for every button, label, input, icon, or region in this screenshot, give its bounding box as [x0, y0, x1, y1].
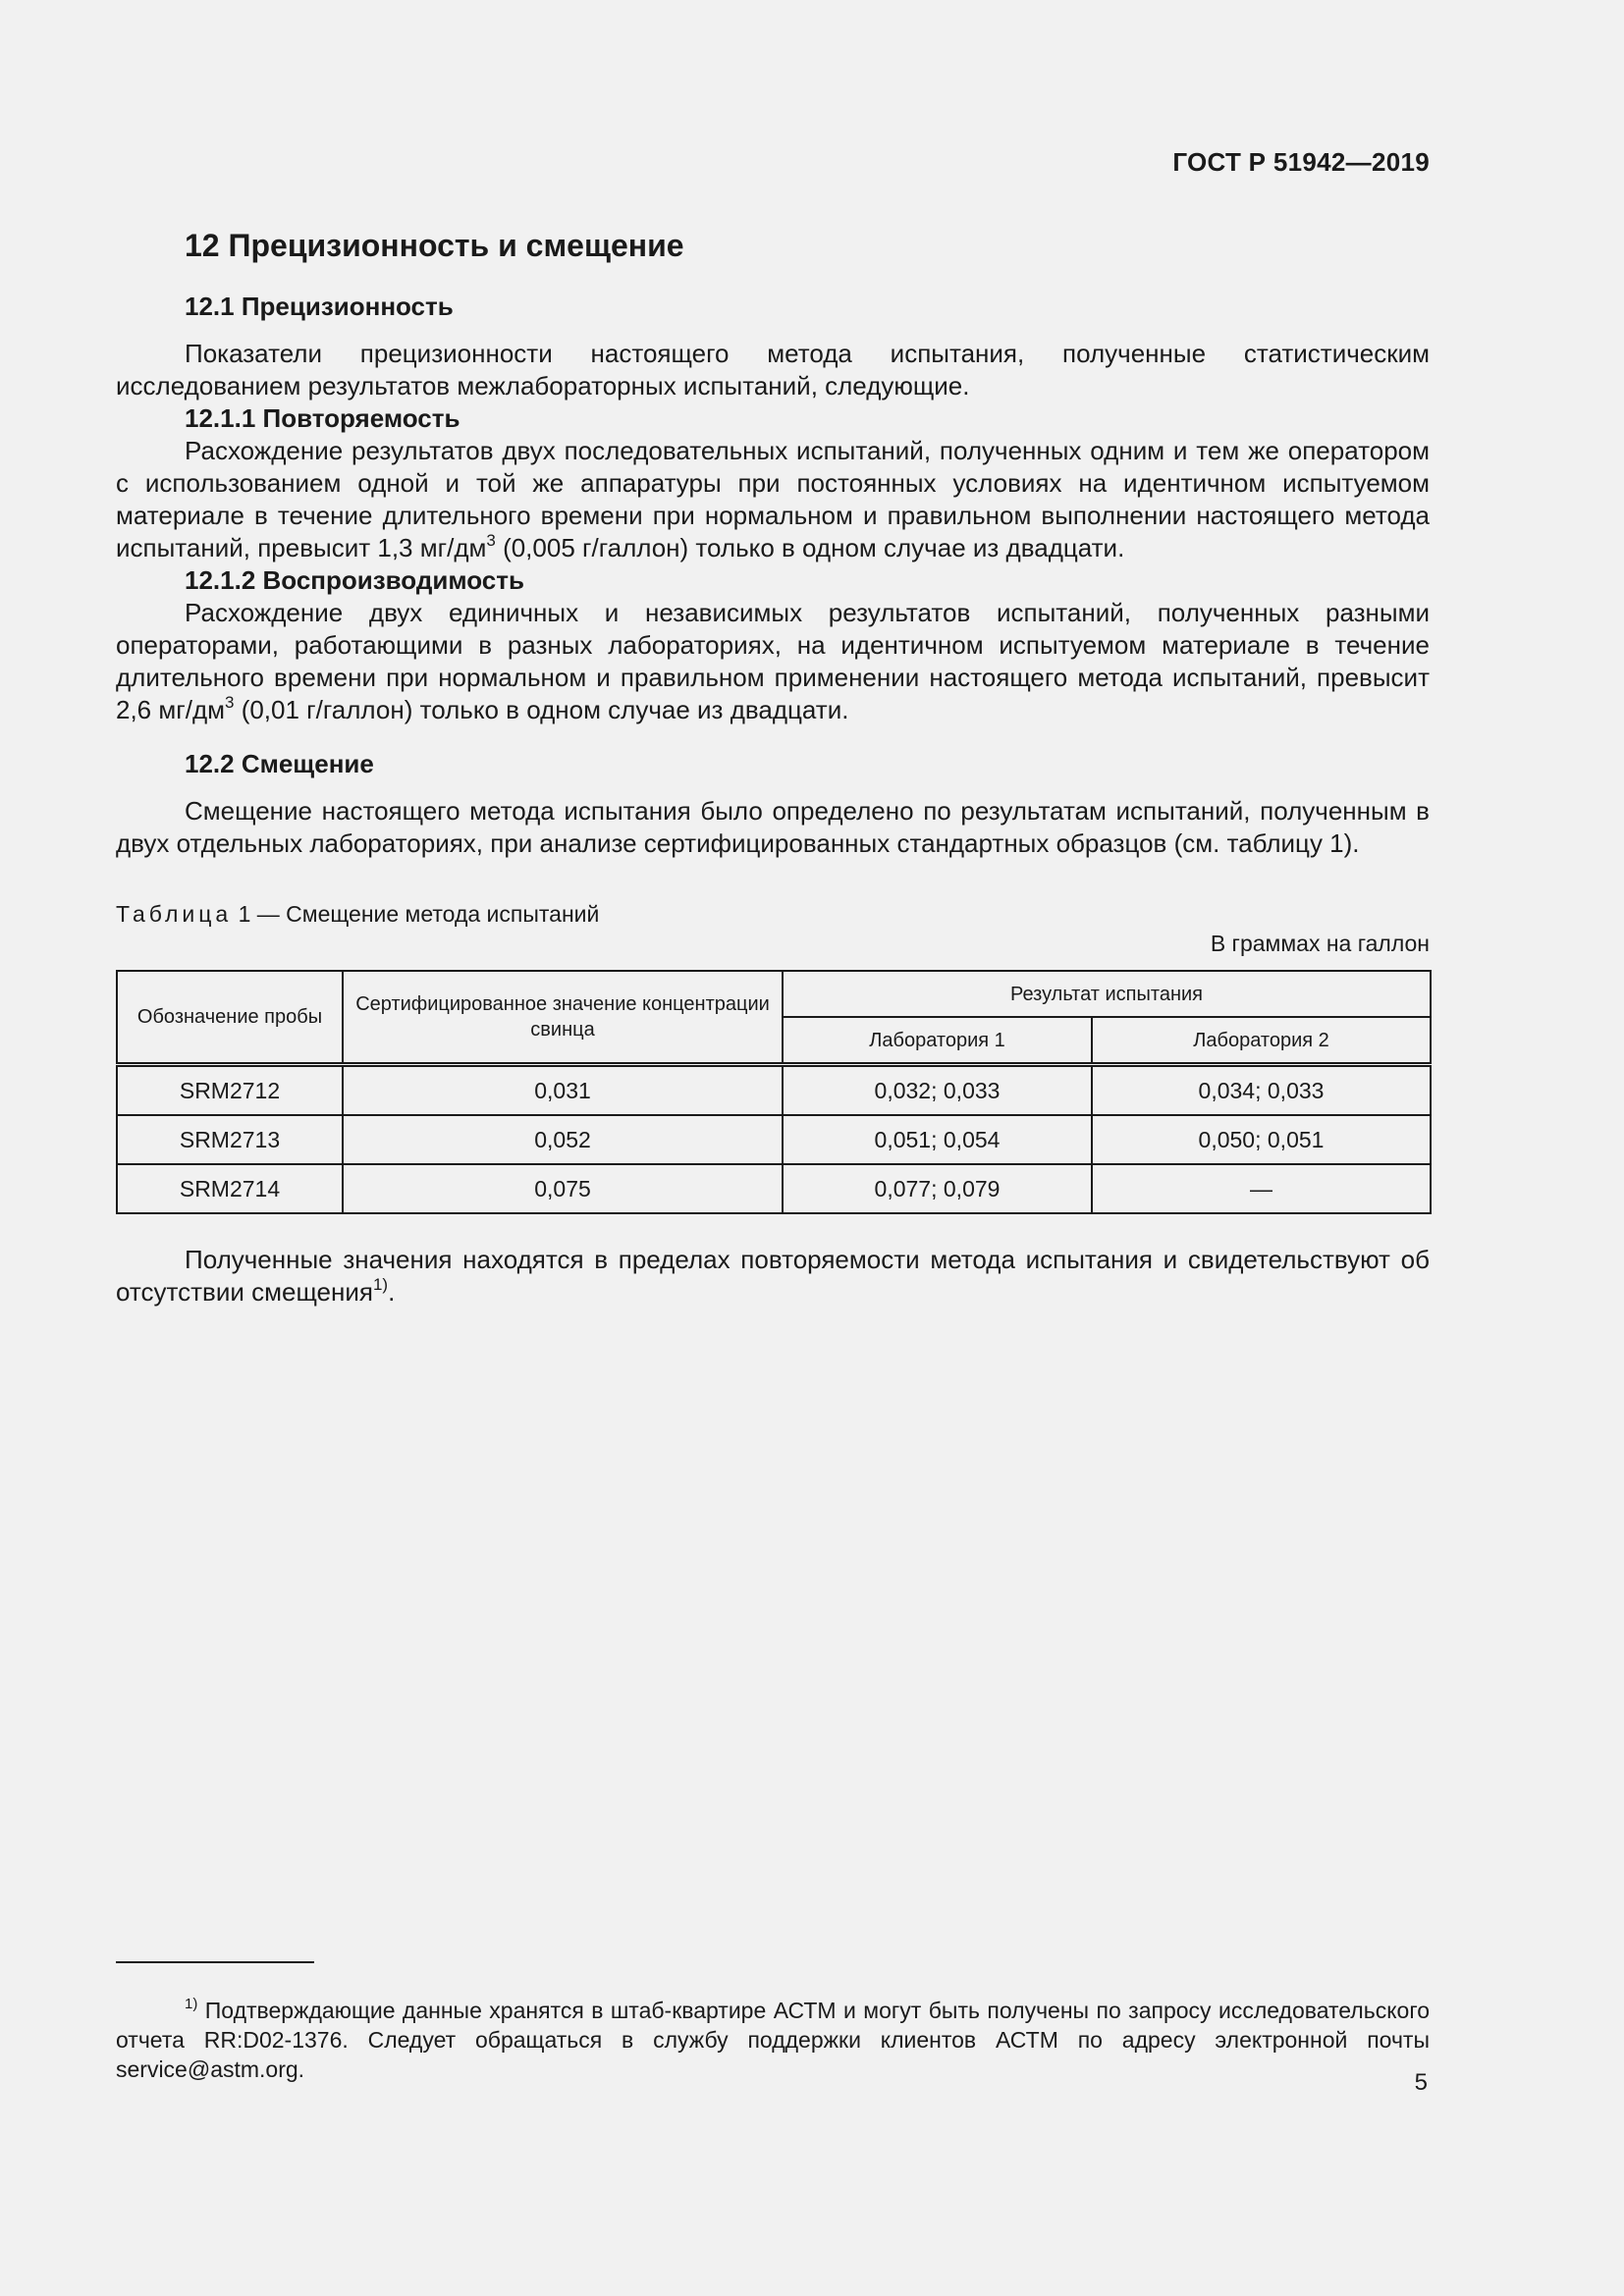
repeatability-paragraph: Расхождение результатов двух последовательных испытаний, полученных одним и тем же оператором с использованием одной и той же аппаратуры при постоянных условиях на идентичном испытуемом материале в течение длительного времени при нормальном и правильном выполнении настоящего метода испытаний, превысит 1,3 $мг/дм^3$ (0,005 г/галлон) только в одном случае из двадцати. [116, 436, 1430, 562]
bias-table [116, 970, 1432, 1214]
section-12-title: 12 Прецизионность и смещение [185, 228, 684, 263]
header-certified: Сертифицированное значение концентрации свинца [343, 971, 783, 1065]
reproducibility-paragraph: Расхождение двух единичных и независимых результатов испытаний, полученных разными операторами, работающими в разных лабораториях, на идентичном испытуемом материале в течение длительного времени при нормальном и правильном применении настоящего метода испытаний, превысит 2,6 $мг/дм^3$ (0,01 г/галлон) только в одном случае из двадцати. [116, 598, 1430, 724]
table-row [117, 1115, 1431, 1164]
footnote-divider [116, 1961, 314, 1963]
cell-lab1: 0,032; 0,033 [783, 1065, 1092, 1116]
cell-lab2: 0,034; 0,033 [1092, 1065, 1431, 1116]
bias-paragraph: Смещение настоящего метода испытания было определено по результатам испытаний, полученным в двух отдельных лабораториях, при анализе сертифицированных стандартных образцов (см. таблицу 1). [116, 796, 1430, 858]
cell-lab2: 0,050; 0,051 [1092, 1115, 1431, 1164]
document-code: ГОСТ Р 51942—2019 [1172, 147, 1430, 177]
header-result: Результат испытания [783, 971, 1431, 1017]
main-content [116, 222, 1430, 1308]
conclusion-paragraph: Полученные значения находятся в пределах повторяемости метода испытания и свидетельствуют об отсутствии смещения$^{1)}$. [116, 1245, 1430, 1307]
cell-sample: SRM2712 [117, 1065, 343, 1116]
header-sample: Обозначение пробы [117, 971, 343, 1065]
section-12-1-2-title: 12.1.2 Воспроизводимость [185, 565, 524, 595]
cell-sample: SRM2714 [117, 1164, 343, 1213]
page-number: 5 [1414, 2069, 1428, 2096]
table-caption: Таблица 1 — Смещение метода испытаний [116, 901, 600, 927]
cell-certified: 0,052 [343, 1115, 783, 1164]
footnote: $^{1)}$ Подтверждающие данные хранятся в штаб-квартире АСТМ и могут быть получены по запросу исследовательского отчета RR:D02-1376. Следует обращаться в службу поддержки клиентов АСТМ по адресу электронной почты service@astm.org. [116, 1996, 1430, 2082]
cell-lab1: 0,051; 0,054 [783, 1115, 1092, 1164]
section-12-1-1-title: 12.1.1 Повторяемость [185, 403, 460, 433]
section-12-1-title: 12.1 Прецизионность [185, 292, 454, 321]
cell-lab1: 0,077; 0,079 [783, 1164, 1092, 1213]
table-row [117, 1065, 1431, 1116]
cell-certified: 0,031 [343, 1065, 783, 1116]
table-row [117, 1164, 1431, 1213]
header-lab2: Лаборатория 2 [1092, 1017, 1431, 1065]
cell-sample: SRM2713 [117, 1115, 343, 1164]
cell-certified: 0,075 [343, 1164, 783, 1213]
header-lab1: Лаборатория 1 [783, 1017, 1092, 1065]
cell-lab2: — [1092, 1164, 1431, 1213]
section-12-1-intro: Показатели прецизионности настоящего метода испытания, полученные статистическим исследованием результатов межлабораторных испытаний, следующие. [116, 339, 1430, 400]
section-12-2-title: 12.2 Смещение [185, 749, 374, 778]
table-units: В граммах на галлон [1210, 931, 1430, 956]
